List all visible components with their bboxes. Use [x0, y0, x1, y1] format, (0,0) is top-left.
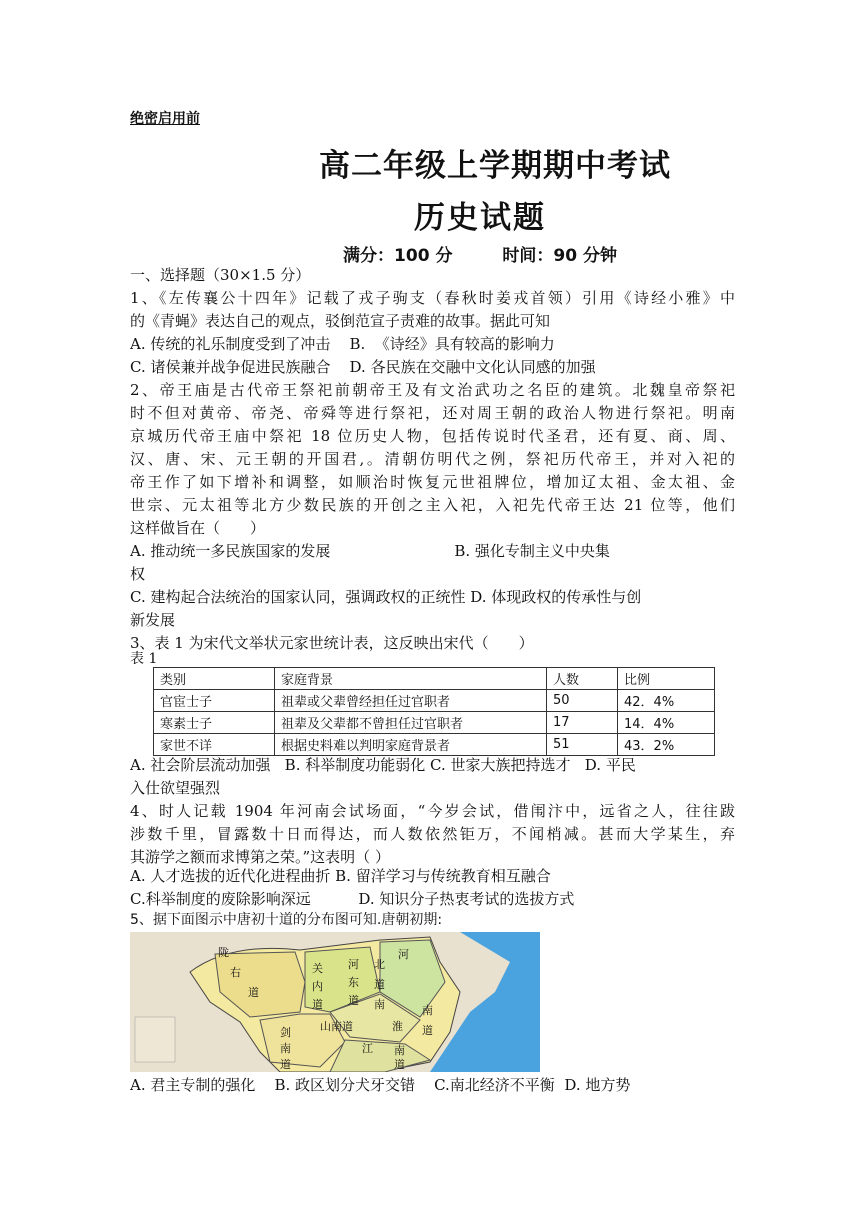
q2-option: C. 建构起合法统治的国家认同，强调政权的正统性 D. 体现政权的传承性与创 [130, 588, 642, 606]
table-row [154, 712, 715, 734]
map-label: 南 [422, 1004, 433, 1017]
q4-option: C.科举制度的废除影响深远 D. 知识分子热衷考试的选拔方式 [130, 890, 575, 908]
q2-line: 京城历代帝王庙中祭祀 18 位历史人物，包括传说时代圣君，还有夏、商、周、 [130, 427, 735, 445]
q1-line: 的《青蝇》表达自己的观点，驳倒范宣子责难的故事。据此可知 [130, 312, 551, 330]
full-score: 满分：100 分 [343, 246, 453, 266]
map-label: 南 [374, 998, 385, 1011]
table-cell: 50 [547, 690, 618, 712]
map-label: 道 [312, 998, 323, 1011]
table-cell: 51 [547, 734, 618, 756]
table-cell: 42．4% [618, 690, 715, 712]
table-cell: 寒素士子 [154, 712, 275, 734]
q2-line: 汉、唐、宋、元王朝的开国君,。清朝仿明代之例，祭祀历代帝王，并对入祀的 [130, 450, 735, 468]
map-label: 山南道 [320, 1020, 353, 1033]
map-label: 道 [280, 1058, 291, 1071]
q1-line: 1、《左传襄公十四年》记载了戎子驹支（春秋时姜戎首领）引用《诗经小雅》中 [130, 289, 735, 307]
table-cell: 43．2% [618, 734, 715, 756]
q3-stem: 3、表 1 为宋代文举状元家世统计表，这反映出宋代（ ） [130, 634, 534, 652]
q4-line: 涉数千里，冒露数十日而得达，而人数依然钜万，不闻梢减。甚而大学某生，弃 [130, 825, 735, 843]
table-label: 表 1 [130, 651, 158, 667]
q3-option: A. 社会阶层流动加强 B. 科举制度功能弱化 C. 世家大族把持选才 D. 平民 [130, 756, 636, 774]
map-label: 河 [348, 958, 359, 971]
map-label: 道 [422, 1024, 433, 1037]
table-header-cell: 家庭背景 [275, 668, 547, 690]
map-label: 南 [394, 1044, 405, 1057]
map-label: 道 [394, 1058, 405, 1071]
table-cell: 17 [547, 712, 618, 734]
q5-stem: 5、据下面图示中唐初十道的分布图可知.唐朝初期: [130, 912, 443, 928]
table-cell: 祖辈及父辈都不曾担任过官职者 [275, 712, 547, 734]
score-time-line [0, 241, 860, 266]
map-label: 内 [312, 980, 323, 993]
map-graphic [130, 932, 540, 1072]
q2-line: 世宗、元太祖等北方少数民族的开创之主入祀，入祀先代帝王达 21 位等，他们 [130, 496, 735, 514]
scholar-family-table [153, 667, 715, 756]
map-label: 道 [374, 978, 385, 991]
map-label: 剑 [280, 1026, 291, 1039]
table-cell: 14．4% [618, 712, 715, 734]
q2-line: 2、帝王庙是古代帝王祭祀前朝帝王及有文治武功之名臣的建筑。北魏皇帝祭祀 [130, 381, 735, 399]
map-label: 东 [348, 976, 359, 989]
table-cell: 家世不详 [154, 734, 275, 756]
table-cell: 官宦士子 [154, 690, 275, 712]
section-heading: 一、选择题（30×1.5 分） [130, 266, 311, 284]
tang-ten-circuits-map [130, 932, 540, 1072]
map-label: 北 [374, 958, 385, 971]
q1-option: C. 诸侯兼并战争促进民族融合 D. 各民族在交融中文化认同感的加强 [130, 358, 596, 376]
q5-option: A. 君主专制的强化 B. 政区划分犬牙交错 C.南北经济不平衡 D. 地方势 [130, 1076, 631, 1094]
map-label: 道 [248, 986, 259, 999]
confidential-label: 绝密启用前 [130, 111, 200, 127]
map-inset [135, 1017, 175, 1062]
table-header-cell: 人数 [547, 668, 618, 690]
table-header-cell: 类别 [154, 668, 275, 690]
exam-time: 时间：90 分钟 [502, 246, 617, 266]
table-header-row [154, 668, 715, 690]
exam-title: 高二年级上学期期中考试 [319, 148, 671, 184]
table-row [154, 734, 715, 756]
q4-line: 其游学之额而求博第之荣。”这表明（ ） [130, 848, 390, 866]
q1-option: A. 传统的礼乐制度受到了冲击 B. 《诗经》具有较高的影响力 [130, 335, 555, 353]
map-label: 淮 [392, 1020, 403, 1033]
map-label: 右 [230, 966, 241, 979]
table-header-cell: 比例 [618, 668, 715, 690]
exam-subtitle: 历史试题 [414, 200, 546, 236]
q2-line: 时不但对黄帝、帝尧、帝舜等进行祭祀，还对周王朝的政治人物进行祭祀。明南 [130, 404, 735, 422]
table-cell: 根据史料难以判明家庭背景者 [275, 734, 547, 756]
map-label: 陇 [218, 946, 229, 959]
map-label: 江 [362, 1042, 373, 1055]
q2-line: 帝王作了如下增补和调整，如顺治时恢复元世祖牌位，增加辽太祖、金太祖、金 [130, 473, 735, 491]
q2-option: 新发展 [130, 611, 176, 629]
q4-option: A. 人才选拔的近代化进程曲折 B. 留洋学习与传统教育相互融合 [130, 867, 551, 885]
map-label: 南 [280, 1042, 291, 1055]
map-label: 河 [398, 948, 409, 961]
table-cell: 祖辈或父辈曾经担任过官职者 [275, 690, 547, 712]
q4-line: 4、时人记载 1904 年河南会试场面，“今岁会试，借闱汴中，远省之人，往往跋 [130, 802, 735, 820]
map-label: 关 [312, 962, 323, 975]
map-label: 道 [348, 994, 359, 1007]
table-row [154, 690, 715, 712]
q3-option: 入仕欲望强烈 [130, 779, 221, 797]
q2-option: A. 推动统一多民族国家的发展 B. 强化专制主义中央集 [130, 542, 610, 560]
q2-line: 这样做旨在（ ） [130, 519, 266, 537]
q2-option: 权 [130, 565, 146, 583]
